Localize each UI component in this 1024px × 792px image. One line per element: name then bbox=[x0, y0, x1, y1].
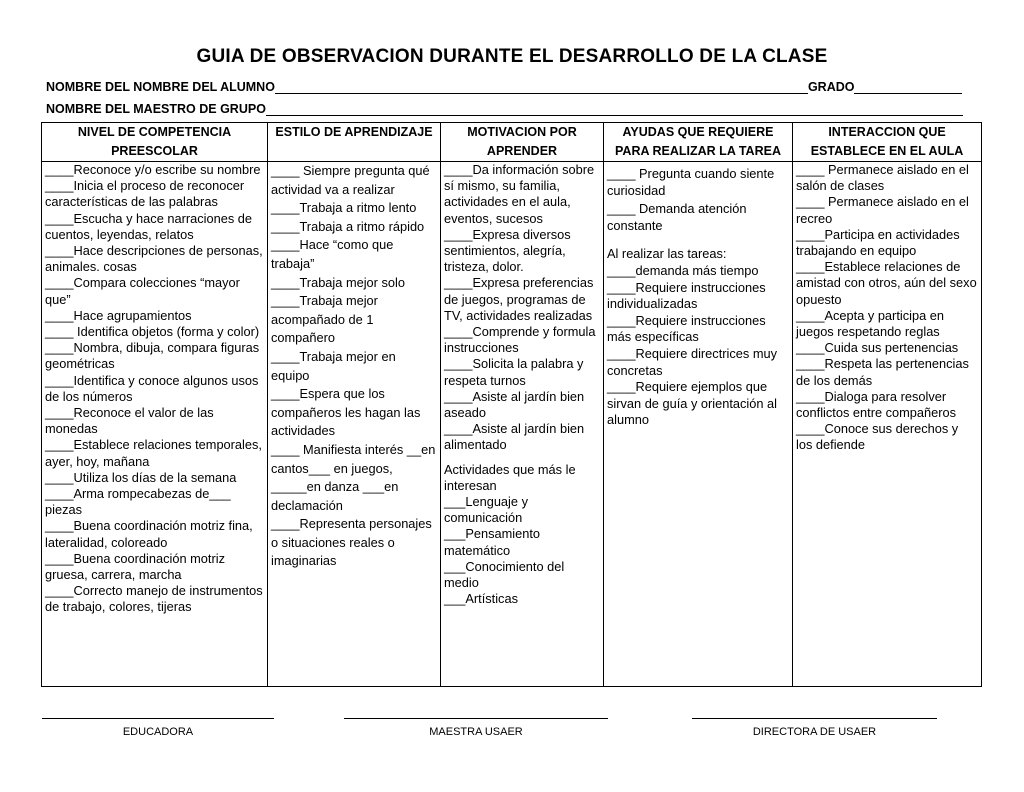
header-competencia: NIVEL DE COMPETENCIA PREESCOLAR bbox=[42, 123, 268, 162]
checklist-item: ____Cuida sus pertenencias bbox=[796, 340, 959, 356]
checklist-item: ____Espera que los compañeros les hagan las actividades bbox=[271, 386, 421, 439]
header-estilo: ESTILO DE APRENDIZAJE bbox=[268, 123, 441, 162]
checklist-item: ____Arma rompecabezas de___ piezas bbox=[45, 486, 231, 518]
teacher-name-label: NOMBRE DEL MAESTRO DE GRUPO bbox=[46, 102, 266, 116]
checklist-item: ____ Permanece aislado en el salón de clases bbox=[796, 162, 969, 194]
checklist-item: ____Requiere ejemplos que sirvan de guía y orientación al alumno bbox=[607, 379, 778, 428]
checklist-item: ____Establece relaciones de amistad con otros, aún del sexo opuesto bbox=[796, 259, 977, 307]
table-header-row bbox=[42, 123, 982, 162]
page-title: GUIA DE OBSERVACION DURANTE EL DESARROLLO DE LA CLASE bbox=[196, 46, 828, 67]
checklist-item: ____Buena coordinación motriz gruesa, carrera, marcha bbox=[45, 550, 225, 583]
subheading: Actividades que más le interesan bbox=[444, 461, 576, 493]
checklist-item: ____Comprende y formula instrucciones bbox=[444, 324, 596, 356]
checklist-item: ____Asiste al jardín bien aseado bbox=[444, 388, 585, 421]
checklist-item: ____Establece relaciones temporales, ayer, hoy, mañana bbox=[45, 437, 262, 469]
checklist-item: ____Da información sobre sí mismo, su familia, actividades en el aula, eventos, sucesos bbox=[444, 162, 595, 226]
checklist-item: ___Artísticas bbox=[444, 591, 518, 607]
signature-label-educadora: EDUCADORA bbox=[122, 726, 194, 738]
checklist-item: ____Trabaja a ritmo rápido bbox=[271, 218, 425, 234]
header-interaccion: INTERACCION QUE ESTABLECE EN EL AULA bbox=[793, 123, 982, 162]
header-ayudas: AYUDAS QUE REQUIERE PARA REALIZAR LA TAREA bbox=[604, 123, 793, 162]
student-name-label: NOMBRE DEL NOMBRE DEL ALUMNO bbox=[46, 80, 275, 94]
checklist-item: ____Dialoga para resolver conflictos entre compañeros bbox=[796, 388, 957, 421]
checklist-item: ____ Demanda atención constante bbox=[607, 201, 747, 233]
checklist-item: ____Expresa preferencias de juegos, programas de TV, actividades realizadas bbox=[444, 275, 594, 323]
col-interaccion bbox=[793, 162, 982, 687]
signature-line-maestra[interactable] bbox=[344, 718, 608, 720]
signature-label-directora: DIRECTORA DE USAER bbox=[752, 726, 877, 738]
checklist-item: ____Respeta las pertenencias de los demás bbox=[796, 356, 969, 388]
grade-field[interactable] bbox=[854, 80, 962, 94]
checklist-item: ____Trabaja mejor en equipo bbox=[271, 348, 396, 383]
checklist-item: ____ Siempre pregunta qué actividad va a realizar bbox=[271, 163, 430, 197]
checklist-item: ____Requiere directrices muy concretas bbox=[607, 345, 777, 378]
header-motivacion: MOTIVACION POR APRENDER bbox=[441, 123, 604, 162]
checklist-item: ____Solicita la palabra y respeta turnos bbox=[444, 356, 584, 388]
col-estilo bbox=[268, 162, 441, 687]
teacher-name-field[interactable] bbox=[266, 102, 963, 116]
checklist-item: ____Inicia el proceso de reconocer características de las palabras bbox=[45, 178, 245, 210]
spacer bbox=[607, 234, 789, 246]
checklist-item: ____Acepta y participa en juegos respetando reglas bbox=[796, 307, 944, 340]
checklist-item: ____Escucha y hace narraciones de cuentos, leyendas, relatos bbox=[45, 210, 253, 242]
checklist-item: ____Hace “como que trabaja” bbox=[271, 237, 394, 271]
checklist-item: ___Pensamiento matemático bbox=[444, 526, 541, 558]
grade-label: GRADO bbox=[807, 80, 855, 94]
checklist-item: ____Compara colecciones “mayor que” bbox=[45, 275, 240, 307]
checklist-item: ____Correcto manejo de instrumentos de trabajo, colores, tijeras bbox=[45, 583, 263, 615]
checklist-item: ____ Identifica objetos (forma y color) bbox=[45, 324, 260, 340]
student-name-field[interactable] bbox=[275, 80, 808, 94]
checklist-item: ____Trabaja mejor solo bbox=[271, 274, 405, 290]
checklist-item: ____Expresa diversos sentimientos, alegría, tristeza, dolor. bbox=[444, 226, 571, 275]
subheading: Al realizar las tareas: bbox=[607, 246, 727, 262]
checklist-item: ____Requiere instrucciones individualizadas bbox=[607, 279, 766, 312]
spacer bbox=[444, 454, 600, 462]
checklist-item: ____Trabaja mejor acompañado de 1 compañero bbox=[271, 293, 378, 346]
signature-line-directora[interactable] bbox=[692, 718, 937, 720]
checklist-item: ____Nombra, dibuja, compara figuras geométricas bbox=[45, 340, 260, 372]
signature-label-maestra: MAESTRA USAER bbox=[429, 726, 523, 738]
teacher-name-line bbox=[46, 102, 981, 120]
checklist-item: ____Trabaja a ritmo lento bbox=[271, 200, 417, 216]
checklist-item: ____Utiliza los días de la semana bbox=[45, 469, 237, 485]
checklist-item: ____Hace descripciones de personas, animales. cosas bbox=[45, 243, 263, 275]
checklist-item: ____Identifica y conoce algunos usos de los números bbox=[45, 372, 259, 404]
checklist-item: ____Requiere instrucciones más específicas bbox=[607, 312, 766, 345]
signature-line-educadora[interactable] bbox=[42, 718, 274, 720]
col-ayudas bbox=[604, 162, 793, 687]
checklist-item: ____Conoce sus derechos y los defiende bbox=[796, 421, 959, 453]
col-motivacion bbox=[441, 162, 604, 687]
checklist-item: ____Buena coordinación motriz fina, lateralidad, coloreado bbox=[45, 518, 253, 550]
checklist-item: ____ Pregunta cuando siente curiosidad bbox=[607, 166, 775, 198]
table-body-row bbox=[42, 162, 982, 687]
col-competencia bbox=[42, 162, 268, 687]
observation-table bbox=[41, 122, 982, 687]
checklist-item: ____ Manifiesta interés __en cantos___ en juegos, _____en danza ___en declamación bbox=[271, 441, 436, 513]
checklist-item: ____Asiste al jardín bien alimentado bbox=[444, 421, 585, 453]
checklist-item: ____Representa personajes o situaciones reales o imaginarias bbox=[271, 516, 432, 569]
checklist-item: ____Reconoce y/o escribe su nombre bbox=[45, 162, 261, 177]
checklist-item: ____Reconoce el valor de las monedas bbox=[45, 405, 214, 437]
student-name-line bbox=[46, 80, 981, 98]
checklist-item: ___Lenguaje y comunicación bbox=[444, 494, 528, 526]
checklist-item: ____Participa en actividades trabajando en equipo bbox=[796, 226, 960, 259]
checklist-item: ____demanda más tiempo bbox=[607, 262, 759, 278]
checklist-item: ____ Permanece aislado en el recreo bbox=[796, 194, 969, 226]
checklist-item: ___Conocimiento del medio bbox=[444, 558, 565, 591]
checklist-item: ____Hace agrupamientos bbox=[45, 307, 192, 323]
